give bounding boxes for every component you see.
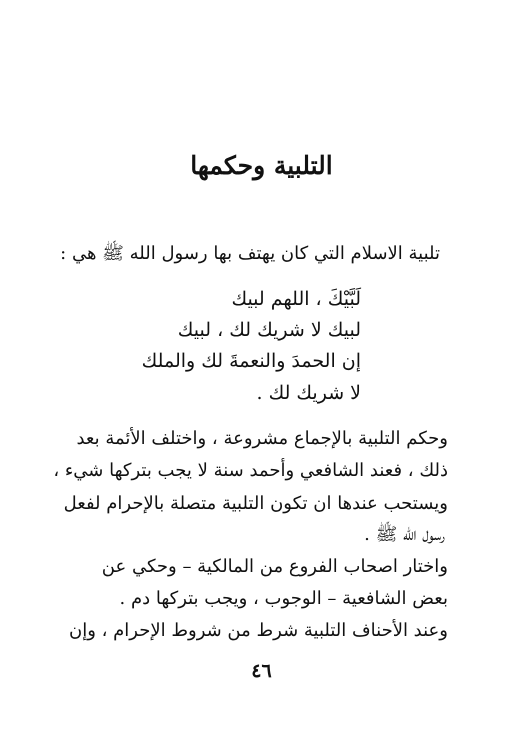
page-title: التلبية وحكمها — [190, 151, 333, 180]
talbiyah-line: لا شريك لك . — [256, 382, 361, 404]
talbiyah-line: إن الحمدَ والنعمةَ لك والملك — [141, 350, 361, 372]
body-text-line: وعند الأحناف التلبية شرط من شروط الإحرام ، وإن — [69, 620, 448, 641]
body-text-line: ذلك ، فعند الشافعي وأحمد سنة لا يجب بتركها شيء ، — [53, 460, 448, 481]
body-text-line: بعض الشافعية – الوجوب ، ويجب بتركها دم . — [119, 588, 448, 609]
body-text-line: واختار اصحاب الفروع من المالكية – وحكي عن — [101, 556, 448, 577]
talbiyah-line: لبيك لا شريك لك ، لبيك — [177, 319, 361, 341]
body-text-line: رسول الله ﷺ . — [364, 524, 445, 545]
talbiyah-line: لَبَّيْكَ ، اللهم لبيك — [231, 288, 361, 310]
page-number: ٤٦ — [251, 660, 272, 682]
body-text-line: ويستحب عندها ان تكون التلبية متصلة بالإحرام لفعل — [63, 493, 448, 514]
body-text-line: وحكم التلبية بالإجماع مشروعة ، واختلف الأئمة بعد — [76, 428, 448, 449]
intro-line: تلبية الاسلام التي كان يهتف بها رسول الله ﷺ هي : — [60, 243, 440, 264]
